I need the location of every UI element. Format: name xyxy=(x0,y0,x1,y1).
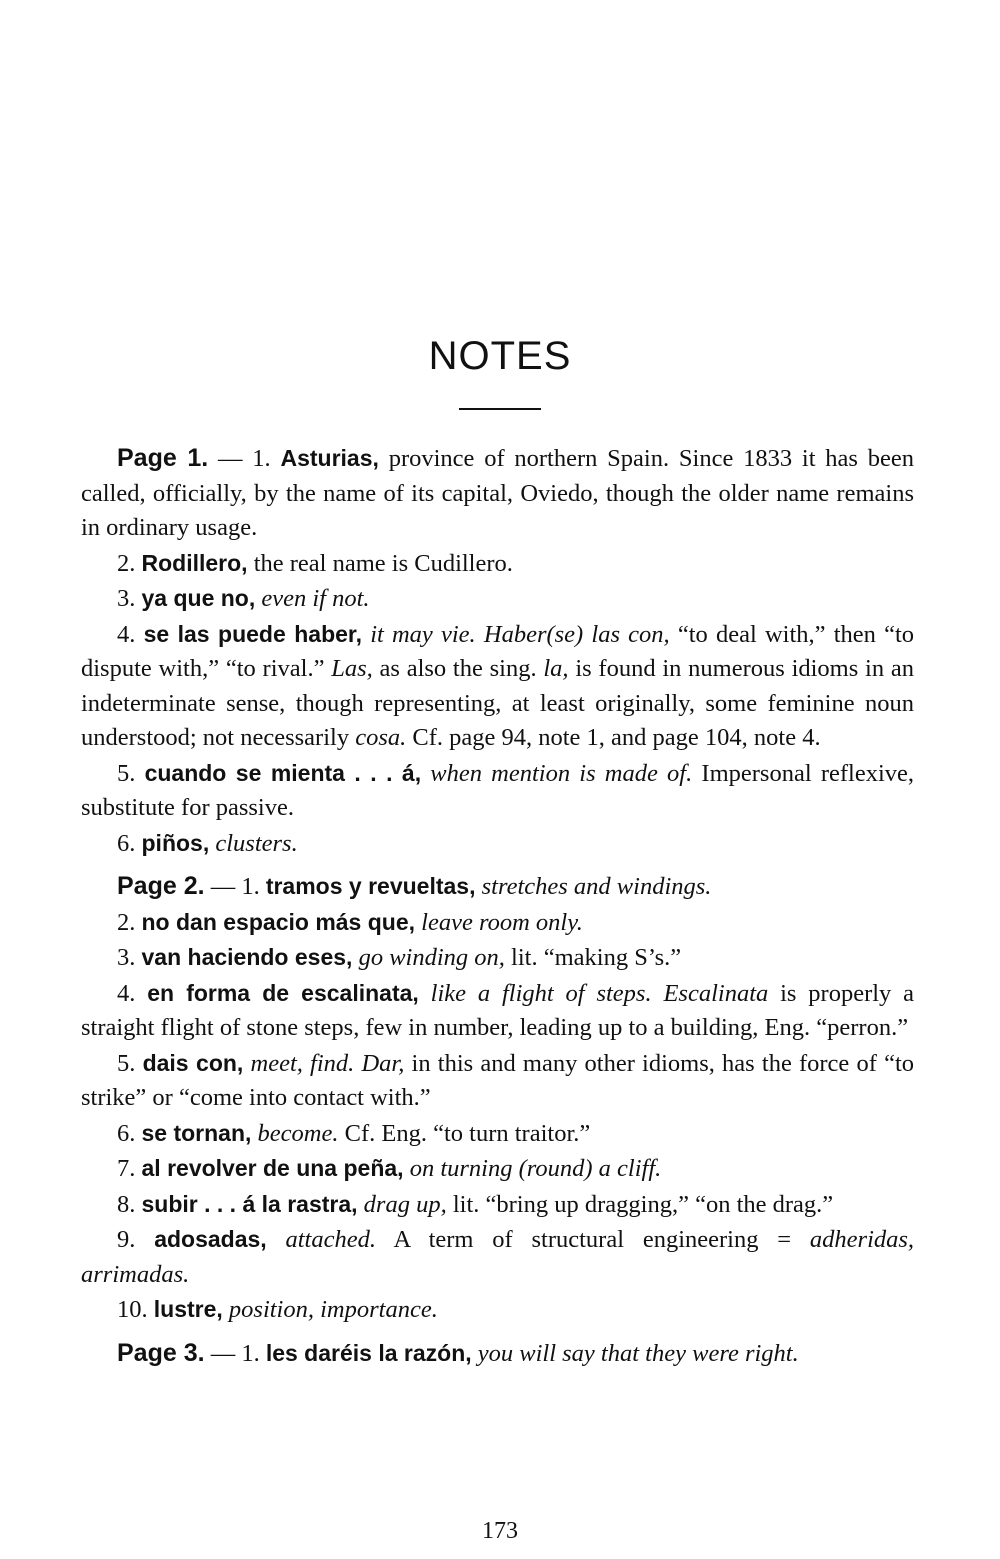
note-p2-6: 6. se tornan, become. Cf. Eng. “to turn traitor.” xyxy=(117,1119,591,1147)
note-p2-1: Page 2. — 1. tramos y revueltas, stretches and windings. xyxy=(117,872,712,900)
note-p2-7: 7. al revolver de una peña, on turning (round) a cliff. xyxy=(117,1155,662,1182)
title-rule xyxy=(459,408,541,410)
note-p2-4: 4. en forma de escalinata, like a flight of steps. Escalinata is properly a straight flight of stone steps, few in number, leading up to a building, Eng. “perron.” xyxy=(81,979,915,1041)
note-headword: les daréis la razón, xyxy=(265,1339,472,1366)
note-headword: subir . . . á la rastra, xyxy=(141,1190,358,1217)
note-headword: cuando se mienta . . . á, xyxy=(144,759,422,786)
note-headword: Asturias, xyxy=(280,445,379,471)
note-headword: se las puede haber, xyxy=(143,620,362,647)
note-headword: van haciendo eses, xyxy=(141,944,353,970)
note-p2-9: 9. adosadas, attached. A term of structural engineering = adheridas, arrimadas. xyxy=(81,1226,915,1288)
note-p3-1: Page 3. — 1. les daréis la razón, you will say that they were right. xyxy=(117,1338,799,1367)
note-headword: en forma de escalinata, xyxy=(147,979,419,1006)
note-headword: dais con, xyxy=(142,1049,244,1076)
note-p1-3: 3. ya que no, even if not. xyxy=(117,585,370,612)
note-headword: lustre, xyxy=(153,1296,223,1322)
note-p2-3: 3. van haciendo eses, go winding on, lit. “making S’s.” xyxy=(117,944,682,971)
note-headword: no dan espacio más que, xyxy=(141,908,416,935)
page-number: 173 xyxy=(482,1518,518,1544)
note-p1-6: 6. piños, clusters. xyxy=(117,829,298,857)
note-p1-2: 2. Rodillero, the real name is Cudillero. xyxy=(117,549,513,577)
note-p1-4: 4. se las puede haber, it may vie. Haber(se) las con, “to deal with,” then “to dispute with,” “to rival.” Las, as also the sing. la, is found in numerous idioms in an indeterminate sense, though representing, at least originally, some feminine noun understood; not necessarily cosa. Cf. page 94, note 1, and page 104, note 4. xyxy=(81,620,915,751)
page-heading: Page 2. xyxy=(117,872,205,900)
note-headword: tramos y revueltas, xyxy=(265,873,476,899)
note-p2-10: 10. lustre, position, importance. xyxy=(117,1296,438,1323)
page-title: NOTES xyxy=(428,334,572,378)
note-p2-5: 5. dais con, meet, find. Dar, in this and many other idioms, has the force of “to strike” or “come into contact with.” xyxy=(81,1049,915,1111)
note-headword: al revolver de una peña, xyxy=(141,1155,404,1181)
note-headword: adosadas, xyxy=(154,1226,267,1252)
notes-body xyxy=(81,441,914,1371)
note-headword: piños, xyxy=(141,829,210,856)
note-p1-1: Page 1. — 1. Asturias, province of northern Spain. Since 1833 it has been called, officially, by the name of its capital, Oviedo, though the older name remains in ordinary usage. xyxy=(81,444,914,541)
page-heading: Page 3. xyxy=(117,1338,205,1367)
note-headword: ya que no, xyxy=(141,585,256,611)
note-headword: se tornan, xyxy=(141,1119,252,1146)
note-p2-8: 8. subir . . . á la rastra, drag up, lit. “bring up dragging,” “on the drag.” xyxy=(117,1190,834,1218)
note-headword: Rodillero, xyxy=(141,549,248,576)
page-heading: Page 1. xyxy=(117,444,209,472)
note-p2-2: 2. no dan espacio más que, leave room only. xyxy=(117,908,583,936)
note-p1-5: 5. cuando se mienta . . . á, when mention is made of. Impersonal reflexive, substitute for passive. xyxy=(81,759,915,821)
